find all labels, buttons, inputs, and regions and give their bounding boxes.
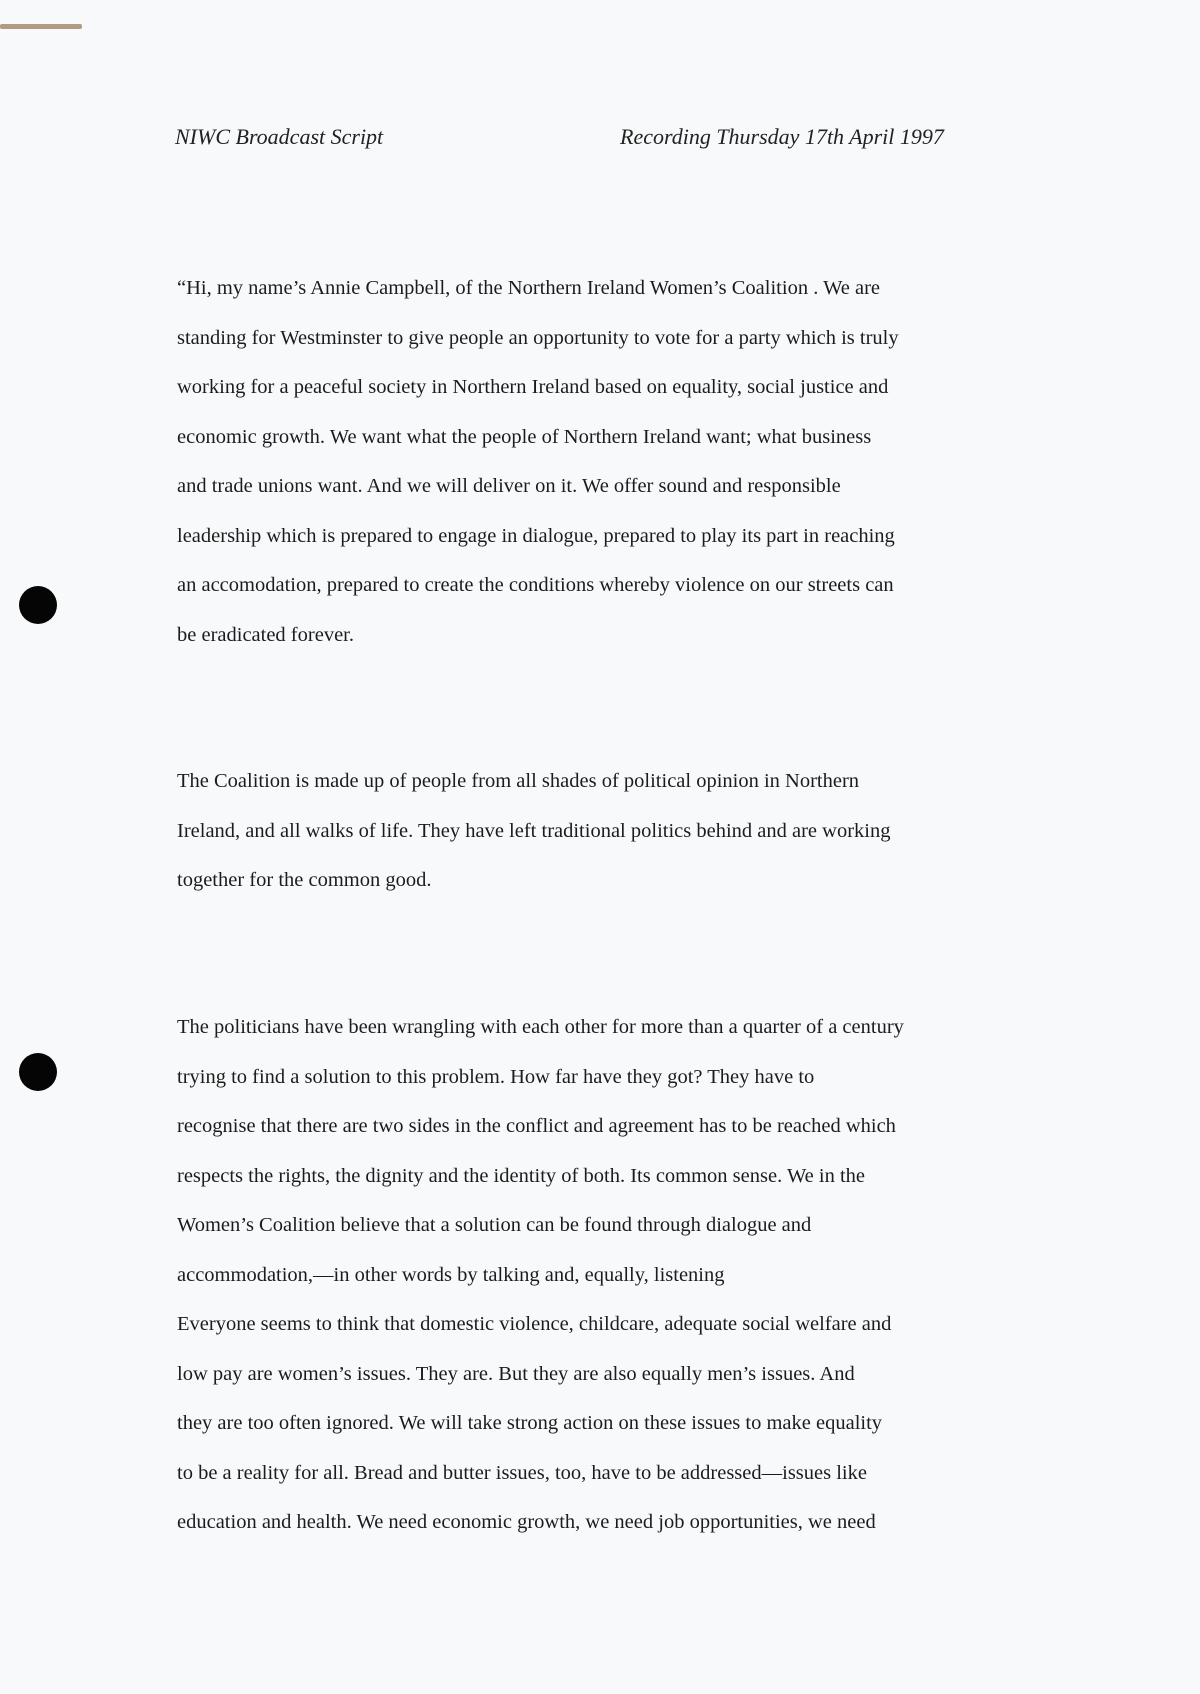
punch-hole xyxy=(19,1053,57,1091)
text-line: together for the common good. xyxy=(177,869,432,891)
text-line: an accomodation, prepared to create the conditions whereby violence on our streets can xyxy=(177,574,894,596)
text-line: be eradicated forever. xyxy=(177,623,354,646)
text-line: low pay are women’s issues. They are. But they are also equally men’s issues. And xyxy=(177,1362,855,1385)
text-line: standing for Westminster to give people an opportunity to vote for a party which is truly xyxy=(177,326,899,349)
paragraph-intro xyxy=(177,264,1057,660)
script-title: NIWC Broadcast Script xyxy=(175,124,384,149)
paragraph-politicians xyxy=(177,1003,1057,1548)
text-line: to be a reality for all. Bread and butter issues, too, have to be addressed—issues like xyxy=(177,1461,867,1484)
punch-hole xyxy=(19,586,57,624)
paragraph-coalition xyxy=(177,757,1057,906)
text-line: working for a peaceful society in Northern Ireland based on equality, social justice and xyxy=(177,376,889,398)
text-line: economic growth. We want what the people of Northern Ireland want; what business xyxy=(177,425,872,448)
text-line: trying to find a solution to this problem. How far have they got? They have to xyxy=(177,1065,815,1088)
text-line: and trade unions want. And we will deliver on it. We offer sound and responsible xyxy=(177,475,841,497)
text-line: Women’s Coalition believe that a solution can be found through dialogue and xyxy=(177,1214,812,1236)
text-line: recognise that there are two sides in the conflict and agreement has to be reached which xyxy=(177,1115,896,1137)
text-line: The Coalition is made up of people from all shades of political opinion in Northern xyxy=(177,770,860,792)
text-line: “Hi, my name’s Annie Campbell, of the Northern Ireland Women’s Coalition . We are xyxy=(177,277,881,299)
text-line: respects the rights, the dignity and the identity of both. Its common sense. We in the xyxy=(177,1164,866,1187)
text-line: The politicians have been wrangling with each other for more than a quarter of a century xyxy=(177,1016,904,1038)
text-line: Ireland, and all walks of life. They have left traditional politics behind and are working xyxy=(177,819,891,842)
text-line: they are too often ignored. We will take strong action on these issues to make equality xyxy=(177,1412,883,1434)
recording-date: Recording Thursday 17th April 1997 xyxy=(620,124,944,149)
text-line: Everyone seems to think that domestic violence, childcare, adequate social welfare and xyxy=(177,1313,892,1335)
text-line: education and health. We need economic growth, we need job opportunities, we need xyxy=(177,1511,876,1533)
text-line: accommodation,—in other words by talking and, equally, listening xyxy=(177,1263,725,1286)
text-line: leadership which is prepared to engage in dialogue, prepared to play its part in reaching xyxy=(177,524,895,547)
staple-mark xyxy=(0,24,82,29)
